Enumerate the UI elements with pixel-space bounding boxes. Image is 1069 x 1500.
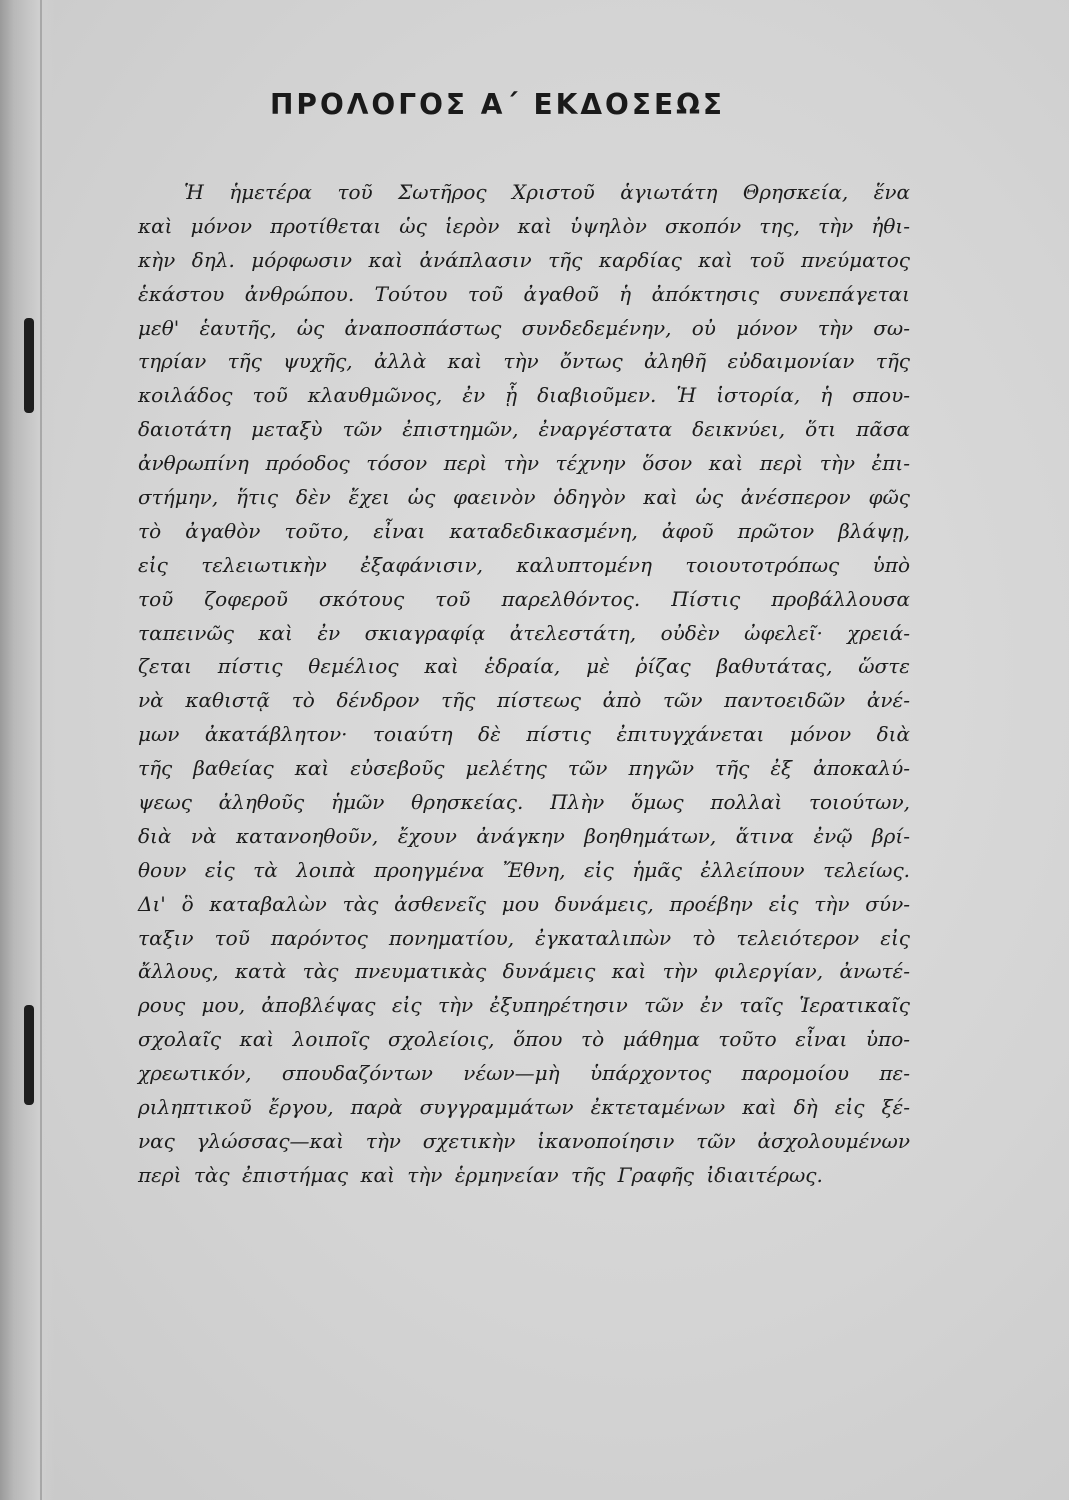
preface-paragraph — [138, 176, 910, 1193]
text-line: ψεως ἀληθοῦς ἡμῶν θρησκείας. Πλὴν ὅμως πολλαὶ τοιούτων, — [138, 790, 910, 815]
text-line: στήμην, ἥτις δὲν ἔχει ὡς φαεινὸν ὁδηγὸν καὶ ὡς ἀνέσπερον φῶς — [138, 485, 910, 510]
page-title: ΠΡΟΛΟΓΟΣ Α΄ ΕΚΔΟΣΕΩΣ — [270, 88, 726, 121]
text-line: Δι' ὃ καταβαλὼν τὰς ἀσθενεῖς μου δυνάμεις, προέβην εἰς τὴν σύν- — [138, 891, 910, 916]
text-line: νὰ καθιστᾷ τὸ δένδρον τῆς πίστεως ἀπὸ τῶν παντοειδῶν ἀνέ- — [138, 688, 910, 713]
text-line: Ἡ ἡμετέρα τοῦ Σωτῆρος Χριστοῦ ἁγιωτάτη Θρησκεία, ἕνα — [184, 180, 910, 204]
text-line: καὶ μόνον προτίθεται ὡς ἱερὸν καὶ ὑψηλὸν σκοπόν της, τὴν ἠθι- — [138, 213, 910, 238]
text-line: ἀνθρωπίνη πρόοδος τόσον περὶ τὴν τέχνην ὅσον καὶ περὶ τὴν ἐπι- — [138, 451, 910, 476]
text-line: τοῦ ζοφεροῦ σκότους τοῦ παρελθόντος. Πίστις προβάλλουσα — [138, 586, 910, 611]
text-line: ρους μου, ἀποβλέψας εἰς τὴν ἐξυπηρέτησιν τῶν ἐν ταῖς Ἱερατικαῖς — [138, 993, 910, 1018]
text-line: κοιλάδος τοῦ κλαυθμῶνος, ἐν ᾗ διαβιοῦμεν. Ἡ ἱστορία, ἡ σπου- — [138, 383, 910, 408]
text-line: σχολαῖς καὶ λοιποῖς σχολείοις, ὅπου τὸ μάθημα τοῦτο εἶναι ὑπο- — [138, 1027, 910, 1052]
text-line: εἰς τελειωτικὴν ἐξαφάνισιν, καλυπτομένη τοιουτοτρόπως ὑπὸ — [138, 552, 910, 577]
text-line: ταξιν τοῦ παρόντος πονηματίου, ἐγκαταλιπὼν τὸ τελειότερον εἰς — [138, 925, 910, 950]
text-line: ριληπτικοῦ ἔργου, παρὰ συγγραμμάτων ἐκτεταμένων καὶ δὴ εἰς ξέ- — [138, 1095, 910, 1120]
text-line: τὸ ἀγαθὸν τοῦτο, εἶναι καταδεδικασμένη, ἀφοῦ πρῶτον βλάψῃ, — [138, 518, 910, 543]
text-line: κὴν δηλ. μόρφωσιν καὶ ἀνάπλασιν τῆς καρδίας καὶ τοῦ πνεύματος — [138, 247, 910, 272]
text-line: περὶ τὰς ἐπιστήμας καὶ τὴν ἑρμηνείαν τῆς Γραφῆς ἰδιαιτέρως. — [138, 1162, 823, 1187]
text-line: τηρίαν τῆς ψυχῆς, ἀλλὰ καὶ τὴν ὄντως ἀληθῆ εὐδαιμονίαν τῆς — [138, 349, 910, 374]
text-line: χρεωτικόν, σπουδαζόντων νέων—μὴ ὑπάρχοντος παρομοίου πε- — [138, 1061, 910, 1086]
text-line: μεθ' ἑαυτῆς, ὡς ἀναποσπάστως συνδεδεμένην, οὐ μόνον τὴν σω- — [138, 315, 910, 340]
text-line: νας γλώσσας—καὶ τὴν σχετικὴν ἱκανοποίησιν τῶν ἀσχολουμένων — [138, 1128, 910, 1153]
binding-shadow — [0, 0, 55, 1500]
text-line: ἄλλους, κατὰ τὰς πνευματικὰς δυνάμεις καὶ τὴν φιλεργίαν, ἀνωτέ- — [138, 959, 910, 984]
text-line: διὰ νὰ κατανοηθοῦν, ἔχουν ἀνάγκην βοηθημάτων, ἅτινα ἐνῷ βρί- — [138, 823, 910, 848]
text-line: θουν εἰς τὰ λοιπὰ προηγμένα Ἔθνη, εἰς ἡμᾶς ἐλλείπουν τελείως. — [138, 857, 910, 882]
binding-fold — [40, 0, 42, 1500]
text-line: ταπεινῶς καὶ ἐν σκιαγραφίᾳ ἀτελεστάτη, οὐδὲν ὠφελεῖ· χρειά- — [138, 620, 910, 645]
text-line: μων ἀκατάβλητον· τοιαύτη δὲ πίστις ἐπιτυγχάνεται μόνον διὰ — [138, 722, 910, 747]
text-line: ἑκάστου ἀνθρώπου. Τούτου τοῦ ἀγαθοῦ ἡ ἀπόκτησις συνεπάγεται — [138, 281, 910, 306]
text-line: ζεται πίστις θεμέλιος καὶ ἑδραία, μὲ ῥίζας βαθυτάτας, ὥστε — [138, 654, 910, 679]
text-line: δαιοτάτη μεταξὺ τῶν ἐπιστημῶν, ἐναργέστατα δεικνύει, ὅτι πᾶσα — [138, 417, 910, 442]
staple-top — [24, 318, 34, 413]
staple-bottom — [24, 1005, 34, 1105]
text-line: τῆς βαθείας καὶ εὐσεβοῦς μελέτης τῶν πηγῶν τῆς ἐξ ἀποκαλύ- — [138, 756, 910, 781]
